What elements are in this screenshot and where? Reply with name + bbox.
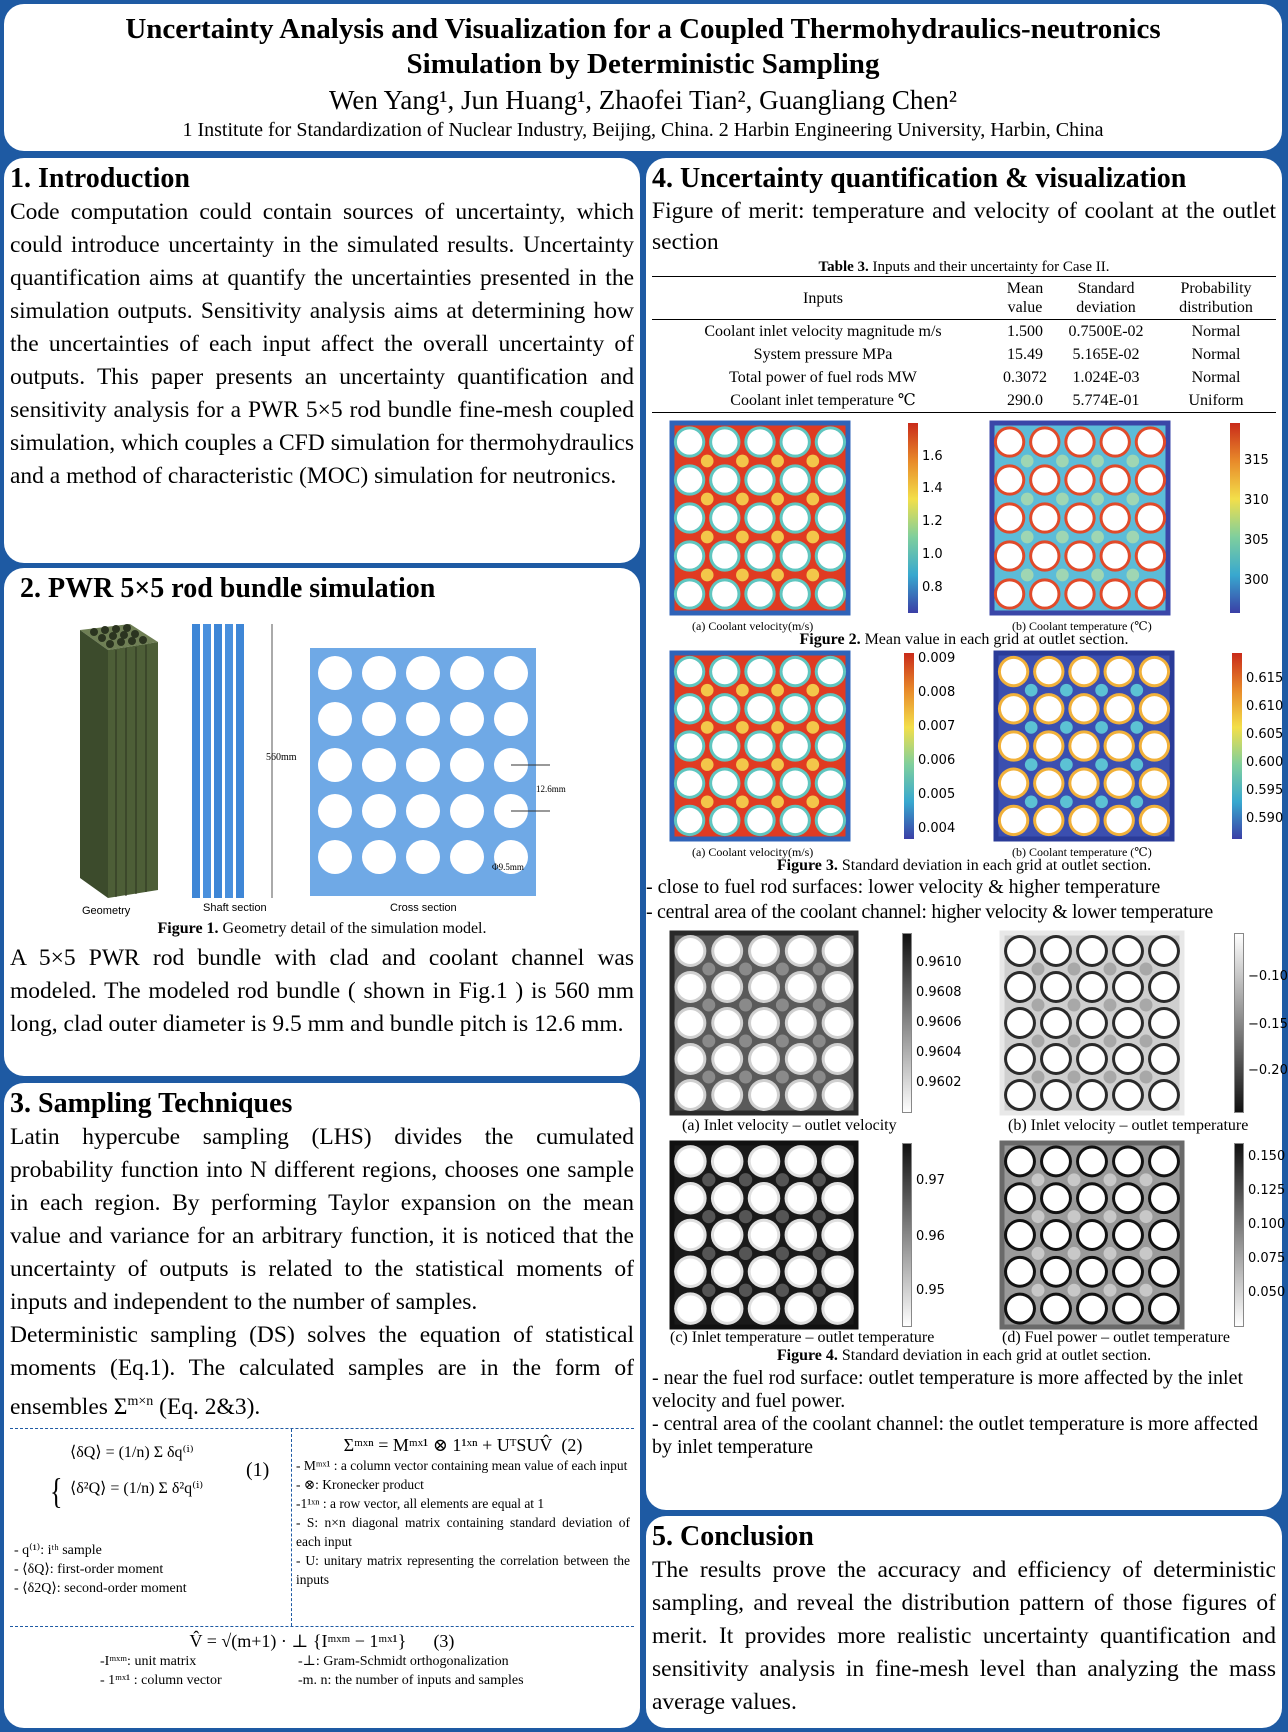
pwr-text: A 5×5 PWR rod bundle with clad and coolant channel was modeled. The modeled rod bundle ( shown in Fig.1 ) is 560 mm long, clad outer diameter is 9.5 mm and bundle pitch is 12.6 mm. [10,945,634,1037]
fig4-sub-c: (c) Inlet temperature – outlet temperature [670,1329,935,1346]
conclusion-panel [646,1516,1282,1728]
sampling-lhs-text: Latin hypercube sampling (LHS) divides the cumulated probability function into N different regions, chooses one sample in each region. By performing Taylor expansion on the mean value and variance for an arbitrary function, it is noticed that the uncertainty of outputs is related to the statistical moments of inputs and independent to the number of samples. [10,1124,634,1315]
fig4a-field [672,933,856,1113]
sampling-ds-text: Deterministic sampling (DS) solves the equation of statistical moments (Eq.1). The calculated samples are in the form of ensembles $\Sigma^{m\times n}$ (Eq. 2&3). [10,1322,634,1420]
shaft-section-image [190,624,272,898]
table-row: Total power of fuel rods MW 0.3072 1.024E-03 Normal [729,369,1241,386]
pwr-heading: 2. PWR 5×5 rod bundle simulation [20,573,436,604]
fig4b-colorbar [1234,933,1244,1113]
cross-section-image [310,648,550,896]
figure2-caption: Figure 2. Mean value in each grid at outlet section. [799,631,1129,648]
fig3-velocity-colorbar [904,653,914,839]
contour-plot [672,933,856,1113]
sampling-panel [4,1083,640,1728]
contour-plot [992,423,1168,613]
figure4: 0.9610 0.9608 0.9606 0.9604 0.9602 −0.10 −0.15 −0.20 (a) Inlet velocity – outlet velocity (b) Inlet velocity – outlet temperature 0.97 0.96 0.95 0.150 0.125 0.100 0.075 0.050 (c) Inlet temperature – outlet temperature (d) Fuel power – outlet temperature [652,929,1276,1365]
observation-3: - near the fuel rod surface: outlet temperature is more affected by the inlet velocity and fuel power. [652,1367,1244,1412]
uq-intro: Figure of merit: temperature and velocity of coolant at the outlet section [652,198,1276,255]
fig4-sub-a: (a) Inlet velocity – outlet velocity [682,1117,897,1134]
dim-pitch-label: 12.6mm [536,784,566,794]
equation3: V̂ = √(m+1) · ⊥ {Iᵐˣᵐ − 1ᵐˣ¹} [189,1630,407,1651]
affiliation: 1 Institute for Standardization of Nuclear Industry, Beijing, China. 2 Harbin Engineering University, Harbin, China [182,119,1104,141]
table-row: Coolant inlet velocity magnitude m/s 1.500 0.7500E-02 Normal [704,323,1241,340]
fig2-temperature-field [992,423,1168,613]
equation2-number: (2) [561,1434,583,1455]
dim-diameter-label: Φ9.5mm [492,862,524,872]
fig3-temperature-field [996,653,1172,839]
geometry-label: Geometry [82,905,131,917]
introduction-panel [4,158,640,563]
geometry-3d-image [80,624,158,898]
fig2-sub-b: (b) Coolant temperature (℃) [1012,619,1152,633]
poster-title-line1: Uncertainty Analysis and Visualization for a Coupled Thermohydraulics-neutronics [125,13,1161,45]
fig4c-field [672,1143,856,1327]
equation2-block [292,1429,634,1626]
conclusion-text: The results prove the accuracy and efficiency of deterministic sampling, and reveal the distribution pattern of those figures of merit. It provides more realistic uncertainty quantification and sensitivity analysis in fine-mesh level than analyzing the mass average values. [652,1557,1276,1715]
fig2-velocity-colorbar [908,423,918,613]
equation1-notes: - q⁽¹⁾: iᵗʰ sample - ⟨δQ⟩: first-order moment - ⟨δ2Q⟩: second-order moment [14,1542,187,1596]
table-header-row: Inputs Mean value Standard deviation Probability distribution [652,277,1276,320]
table-row: Coolant inlet temperature ℃ 290.0 5.774E-01 Uniform [652,389,1276,413]
equation3-number: (3) [433,1630,455,1651]
sampling-heading: 3. Sampling Techniques [10,1088,293,1119]
equation1-line2: ⟨δ²Q⟩ = (1/n) Σ δ²q⁽ⁱ⁾ [70,1479,204,1497]
figure2: 1.6 1.4 1.2 1.0 0.8 315 310 305 300 (a) Coolant velocity(m/s) (b) Coolant temperature (℃) [652,419,1276,635]
cross-section-label: Cross section [390,902,457,914]
fig4-sub-d: (d) Fuel power – outlet temperature [1002,1329,1230,1346]
table3 [652,276,1276,413]
figure3: 0.009 0.008 0.007 0.006 0.005 0.004 0.615 0.610 0.605 0.600 0.595 0.590 (a) Coolant velocity(m/s) (b) Coolant temperature (℃) [652,651,1276,863]
table-row: System pressure MPa 15.49 5.165E-02 Normal [753,346,1241,363]
observation-4: - central area of the coolant channel: the outlet temperature is more affected by inlet temperature [652,1413,1258,1458]
pwr-panel [4,568,640,1076]
equation1-line1: ⟨δQ⟩ = (1/n) Σ δq⁽ⁱ⁾ [70,1443,194,1461]
fig4-sub-b: (b) Inlet velocity – outlet temperature [1008,1117,1249,1134]
figure4-caption: Figure 4. Standard deviation in each grid at outlet section. [776,1347,1152,1364]
uq-heading: 4. Uncertainty quantification & visualization [652,163,1187,194]
fig2-temperature-colorbar [1230,423,1240,613]
authors: Wen Yang¹, Jun Huang¹, Zhaofei Tian², Guangliang Chen² [329,85,957,115]
contour-plot [1002,1143,1182,1327]
figure1-caption: Figure 1. Geometry detail of the simulation model. [157,920,487,937]
fig3-sub-b: (b) Coolant temperature (℃) [1012,845,1152,859]
fig3-sub-a: (a) Coolant velocity(m/s) [692,845,814,859]
fig2-sub-a: (a) Coolant velocity(m/s) [692,619,814,633]
contour-plot [996,653,1172,839]
conclusion-heading: 5. Conclusion [652,1521,814,1552]
title-panel [4,4,1282,151]
introduction-heading: 1. Introduction [10,163,190,194]
equation2-notes: - Mᵐˣ¹ : a column vector containing mean value of each input - ⊗: Kronecker product -1¹ˣⁿ : a row vector, all elements are equal at 1 - S: n×n diagonal matrix containing standard deviation of each input - U: unitary matrix representing the correlation between the inputs [296,1457,630,1587]
fig4a-colorbar [902,933,912,1113]
shaft-section-label: Shaft section [203,902,267,914]
contour-plot [1002,933,1182,1113]
fig4b-field [1002,933,1182,1113]
figure3-caption: Figure 3. Standard deviation in each grid at outlet section. [776,857,1152,874]
fig3-temperature-colorbar [1232,653,1242,839]
dim-length-label: 560mm [266,752,297,763]
fig4c-colorbar [902,1143,912,1327]
fig4d-field [1002,1143,1182,1327]
introduction-text: Code computation could contain sources of uncertainty, which could introduce uncertainty in the simulated results. Uncertainty quantification aims at quantify the uncertainties presented in the simulation outputs. Sensitivity analysis aims at determining how the uncertainties of each input affect the overall uncertainty of outputs. This paper presents an uncertainty quantification and sensitivity analysis for a PWR 5×5 rod bundle fine-mesh coupled simulation, which couples a CFD simulation for thermohydraulics and a method of characteristic (MOC) simulation for neutronics. [10,199,634,489]
contour-plot [672,1143,856,1327]
fig4d-colorbar [1234,1143,1244,1327]
fig2-velocity-field [672,423,848,613]
table3-caption: Table 3. Inputs and their uncertainty for Case II. [818,259,1110,275]
fig3-velocity-field [672,653,848,839]
equation1-block: { ⟨δQ⟩ = (1/n) Σ δq⁽ⁱ⁾ ⟨δ²Q⟩ = (1/n) Σ δ²q⁽ⁱ⁾ (1) - q⁽¹⁾: iᵗʰ sample - ⟨δQ⟩: first-order moment - ⟨δ2Q⟩: second-order moment [10,1429,292,1626]
geometry-figure [10,608,630,917]
contour-plot [672,653,848,839]
poster-title-line2: Simulation by Deterministic Sampling [406,48,880,80]
equation3-block: V̂ = √(m+1) · ⊥ {Iᵐˣᵐ − 1ᵐˣ¹} (3) -Iᵐˣᵐ: unit matrix - 1ᵐˣ¹ : column vector -⊥: Gram-Schmidt orthogonalization -m. n: the number of inputs and samples [10,1626,634,1690]
equation2: Σᵐˣⁿ = Mᵐˣ¹ ⊗ 1¹ˣⁿ + UᵀSUV̂ [343,1434,553,1455]
equation1-number: (1) [246,1458,270,1481]
observation-2: - central area of the coolant channel: higher velocity & lower temperature [646,901,1213,923]
contour-plot [672,423,848,613]
uq-panel [646,158,1288,1510]
observation-1: - close to fuel rod surfaces: lower velocity & higher temperature [646,876,1161,898]
